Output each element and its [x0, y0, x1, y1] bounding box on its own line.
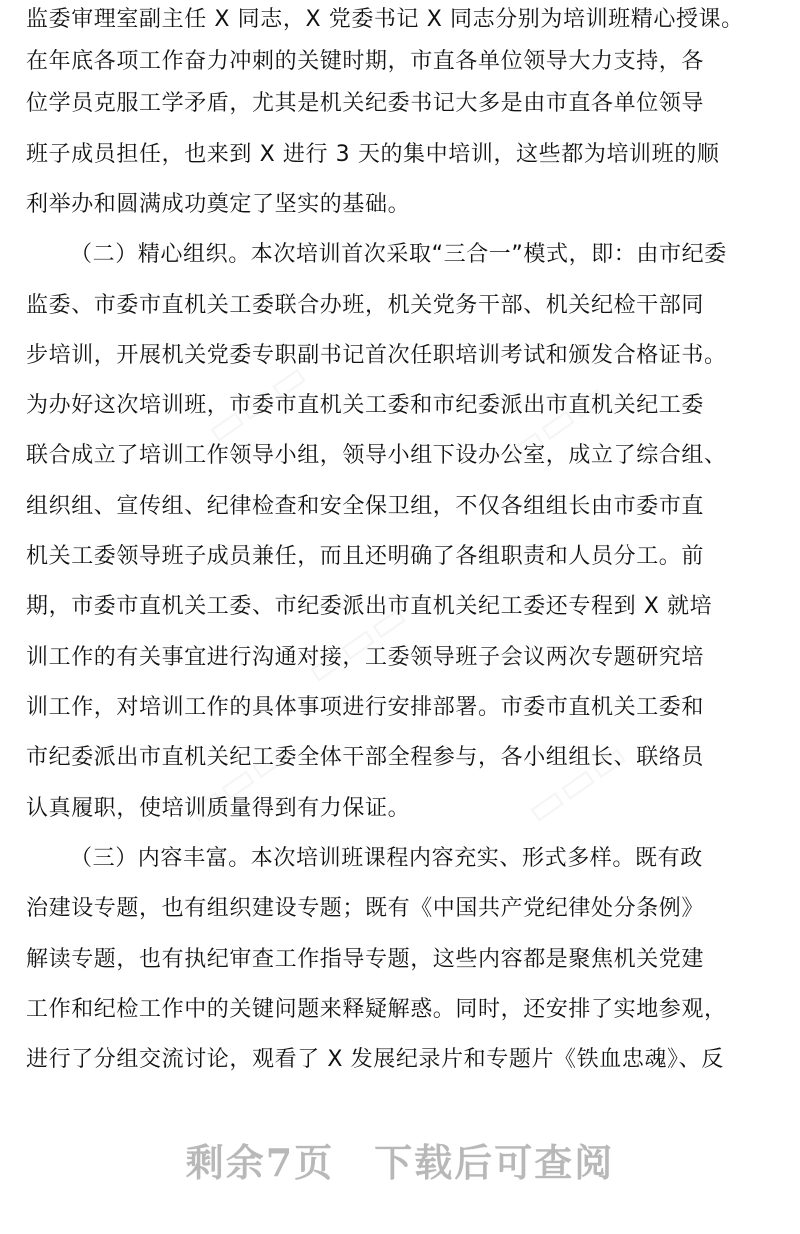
text-line: 训工作的有关事宜进行沟通对接，工委领导班子会议两次专题研究培 — [26, 645, 705, 670]
text-line: 工作和纪检工作中的关键问题来释疑解惑。同时，还安排了实地参观， — [26, 997, 727, 1022]
text-line: 联合成立了培训工作领导小组，领导小组下设办公室，成立了综合组、 — [26, 443, 727, 468]
text-line: 步培训，开展机关党委专职副书记首次任职培训考试和颁发合格证书。 — [26, 343, 727, 368]
text-line: 市纪委派出市直机关纪工委全体干部全程参与，各小组组长、联络员 — [26, 745, 705, 770]
text-line: 位学员克服工学矛盾，尤其是机关纪委书记大多是由市直各单位领导 — [26, 91, 705, 116]
paragraph-heading-line: （二）精心组织。本次培训首次采取“三合一”模式，即：由市纪委 — [70, 242, 727, 267]
text-line: 监委、市委市直机关工委联合办班，机关党务干部、机关纪检干部同 — [26, 293, 705, 318]
text-line: 在年底各项工作奋力冲刺的关键时期，市直各单位领导大力支持，各 — [26, 49, 705, 74]
text-line: 班子成员担任，也来到 X 进行 3 天的集中培训，这些都为培训班的顺 — [26, 142, 720, 167]
text-line: 为办好这次培训班，市委市直机关工委和市纪委派出市直机关纪工委 — [26, 393, 705, 418]
text-line: 监委审理室副主任 X 同志，X 党委书记 X 同志分别为培训班精心授课。 — [26, 7, 744, 32]
text-line: 解读专题，也有执纪审查工作指导专题，这些内容都是聚焦机关党建 — [26, 947, 705, 972]
text-line: 进行了分组交流讨论，观看了 X 发展纪录片和专题片《铁血忠魂》、反 — [26, 1047, 724, 1072]
remaining-pages-notice: 剩余7页 下载后可查阅 — [185, 1140, 615, 1185]
text-line: 认真履职，使培训质量得到有力保证。 — [26, 796, 411, 821]
text-line: 利举办和圆满成功奠定了坚实的基础。 — [26, 192, 411, 217]
text-line: 治建设专题，也有组织建设专题；既有《中国共产党纪律处分条例》 — [26, 896, 705, 921]
text-line: 组织组、宣传组、纪律检查和安全保卫组，不仅各组组长由市委市直 — [26, 494, 705, 519]
paragraph-heading-line: （三）内容丰富。本次培训班课程内容充实、形式多样。既有政 — [70, 846, 703, 871]
text-line: 机关工委领导班子成员兼任，而且还明确了各组职责和人员分工。前 — [26, 544, 705, 569]
text-line: 期，市委市直机关工委、市纪委派出市直机关纪工委还专程到 X 就培 — [26, 594, 713, 619]
text-line: 训工作，对培训工作的具体事项进行安排部署。市委市直机关工委和 — [26, 695, 705, 720]
